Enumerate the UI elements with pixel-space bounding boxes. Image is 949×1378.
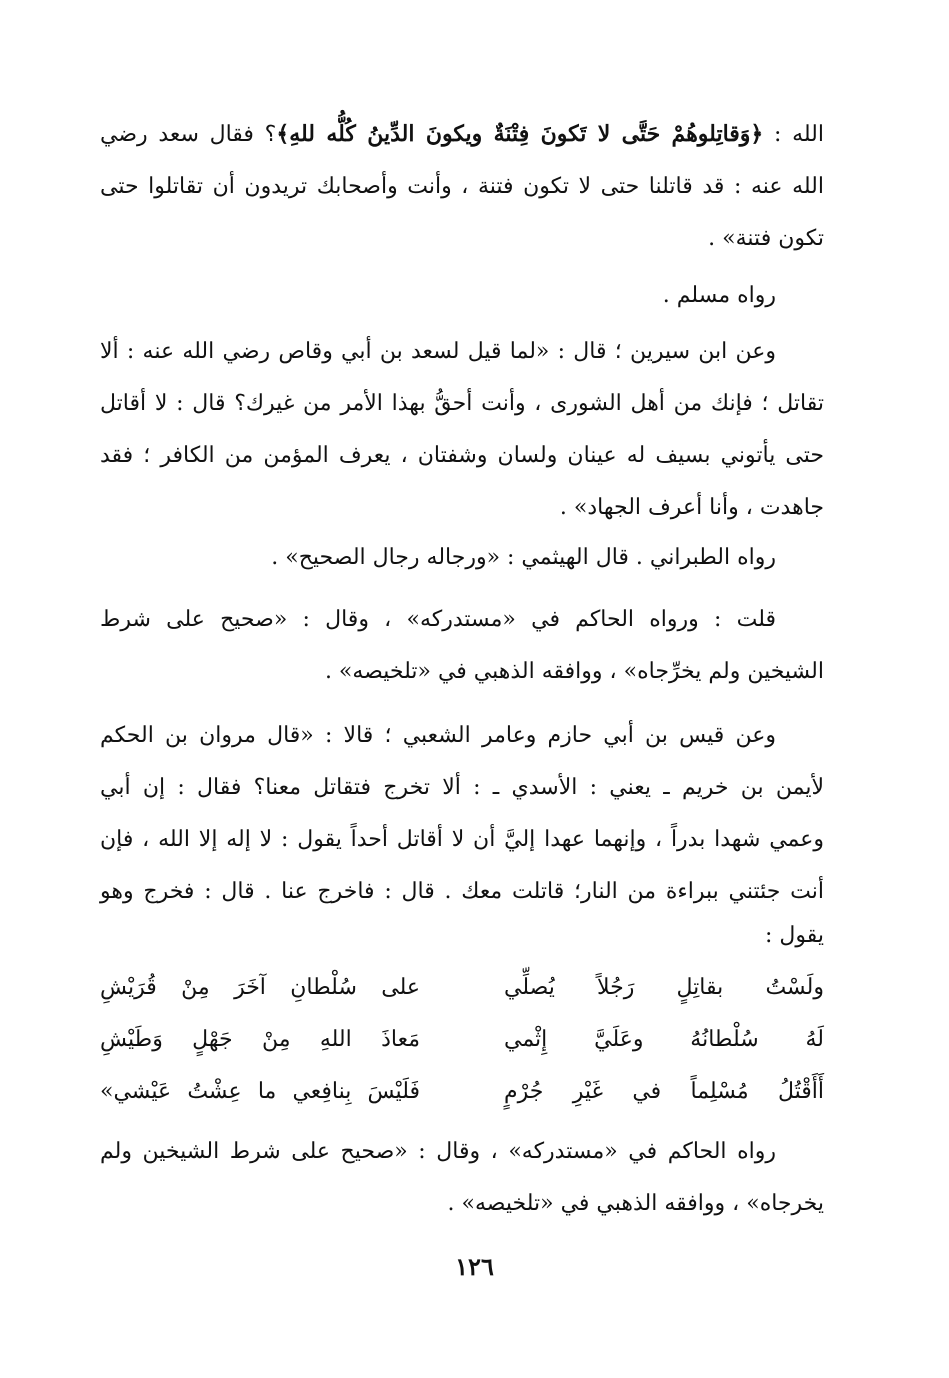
paragraph-line: لأيمن بن خريم ـ يعني : الأسدي ـ : ألا تخرج فتقاتل معنا؟ فقال : إن أبي — [100, 775, 824, 800]
paragraph-line: وعمي شهدا بدراً ، وإنهما عهدا إليَّ أن لا أقاتل أحداً يقول : لا إله إلا الله ، فإن — [100, 827, 824, 852]
paragraph-line: حتى يأتوني بسيف له عينان ولسان وشفتان ، يعرف المؤمن من الكافر ؛ فقد — [100, 443, 824, 468]
paragraph-line: رواه الطبراني . قال الهيثمي : «ورجاله رجال الصحيح» . — [271, 545, 776, 570]
poem-hemistich-second: مَعاذَ اللهِ مِنْ جَهْلٍ وَطَيْشِ — [100, 1027, 420, 1052]
paragraph-line: الشيخين ولم يخرِّجاه» ، ووافقه الذهبي في «تلخيصه» . — [324, 659, 824, 684]
poem-hemistich-first: لَهُ سُلْطانُهُ وعَلَيَّ إِثْمي — [504, 1027, 824, 1052]
paragraph-quran-quote — [100, 108, 824, 265]
paragraph-line: يخرجاه» ، ووافقه الذهبي في «تلخيصه» . — [447, 1191, 824, 1216]
paragraph-line: قلت : ورواه الحاكم في «مستدركه» ، وقال : «صحيح على شرط — [100, 607, 776, 632]
paragraph-hakim-final — [100, 1126, 824, 1230]
paragraph-line — [100, 108, 824, 161]
quran-verse: ﴿وَقاتِلوهُمْ حَتَّى لا تَكونَ فِتْنَةٌ ويكونَ الدِّينُ كُلُّه للهِ﴾ — [276, 121, 764, 147]
paragraph-line: جاهدت ، وأنا أعرف الجهاد» . — [559, 495, 824, 520]
paragraph-marwan-story — [100, 710, 824, 954]
poem-verse — [100, 962, 824, 1014]
paragraph-ibn-sirin — [100, 326, 824, 534]
poem-verse — [100, 1066, 824, 1118]
paragraph-line: وعن ابن سيرين ؛ قال : «لما قيل لسعد بن أبي وقاص رضي الله عنه : ألا — [100, 339, 776, 364]
text-fragment: الله : — [763, 122, 824, 147]
paragraph-line: وعن قيس بن أبي حازم وعامر الشعبي ؛ قالا : «قال مروان بن الحكم — [100, 723, 776, 748]
poem-hemistich-second: فَلَيْسَ بِنافِعي ما عِشْتُ عَيْشي» — [100, 1079, 420, 1104]
poem — [100, 962, 824, 1118]
paragraph-line: رواه الحاكم في «مستدركه» ، وقال : «صحيح على شرط الشيخين ولم — [100, 1139, 776, 1164]
page-number: ١٢٦ — [455, 1252, 494, 1281]
paragraph-line: يقول : — [764, 923, 824, 948]
paragraph-line: تكون فتنة» . — [708, 226, 824, 251]
paragraph-line: رواه مسلم . — [662, 283, 776, 308]
poem-hemistich-first: أَأَقْتُلُ مُسْلِماً في غَيْرِ جُرْمٍ — [504, 1079, 824, 1104]
paragraph-line: الله عنه : قد قاتلنا حتى لا تكون فتنة ، وأنت وأصحابك تريدون أن تقاتلوا حتى — [100, 174, 824, 199]
paragraph-hakim-note — [100, 594, 824, 698]
paragraph-line: تقاتل ؛ فإنك من أهل الشورى ، وأنت أحقُّ بهذا الأمر من غيرك؟ قال : لا أقاتل — [100, 391, 824, 416]
poem-hemistich-first: ولَسْتُ بقاتِلٍ رَجُلاً يُصلِّي — [504, 975, 824, 1000]
text-fragment: ؟ فقال سعد رضي — [100, 122, 277, 147]
poem-hemistich-second: على سُلْطانِ آخَرَ مِنْ قُرَيْشِ — [100, 975, 420, 1000]
paragraph-tabarani — [100, 532, 824, 584]
paragraph-source-muslim — [100, 270, 824, 322]
paragraph-line: أنت جئتني ببراءة من النار؛ قاتلت معك . قال : فاخرج عنا . قال : فخرج وهو — [100, 879, 824, 904]
poem-verse — [100, 1014, 824, 1066]
